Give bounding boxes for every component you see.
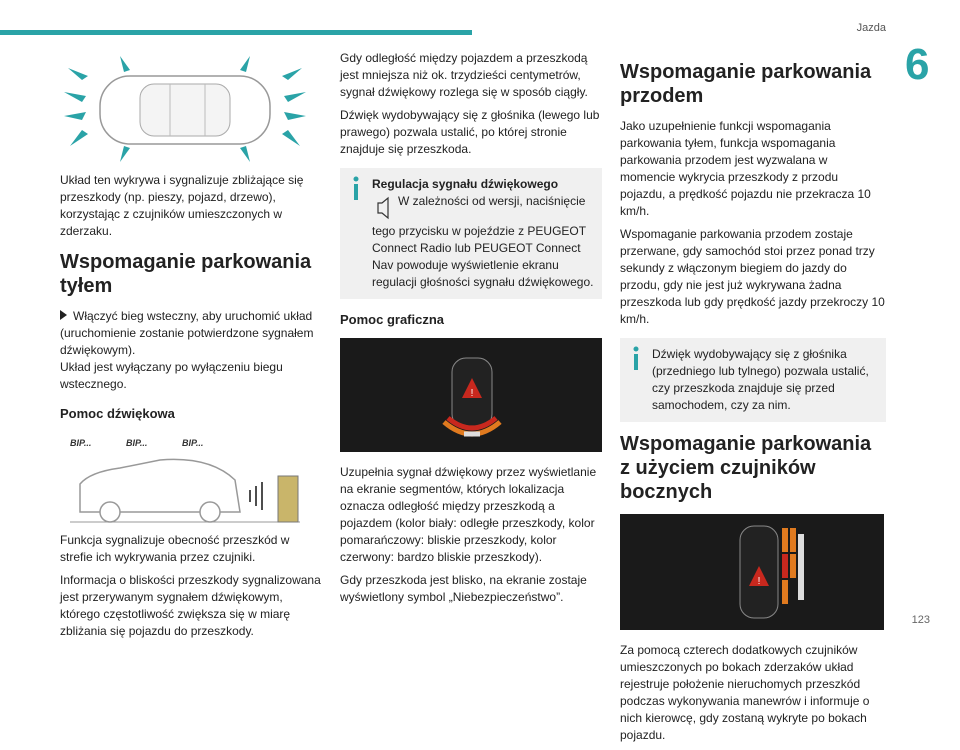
speaker-side-text: Dźwięk wydobywający się z głośnika (lewego lub prawego) pozwala ustalić, po której stronie znajduje się przeszkoda.: [340, 108, 600, 156]
note-body: W zależności od wersji, naciśnięcie tego przycisku w pojeździe z PEUGEOT Connect Radio lub PEUGEOT Connect Nav powoduje wyświetlenie ekranu regulacji głośności sygnału dźwiękowego.: [372, 194, 594, 289]
front-parking-text-2: Wspomaganie parkowania przodem zostaje przerwane, gdy samochód stoi przez ponad trzy sekundy z włączonym biegiem do jazdy do przodu, gdy nie jest już wykrywana żadna przeszkoda lub gdy prędkość jazdy przekroczy 10 km/h.: [620, 227, 885, 326]
heading-rear-parking: Wspomaganie parkowania tyłem: [60, 251, 312, 297]
intro-text: Układ ten wykrywa i sygnalizuje zbliżające się przeszkody (np. pieszy, pojazd, drzewo), korzystając z czujników umieszczonych w zderzaku.: [60, 173, 304, 238]
svg-text:!: !: [470, 388, 474, 399]
chapter-number: 6: [905, 40, 930, 89]
heading-sound-aid: Pomoc dźwiękowa: [60, 406, 175, 421]
heading-graphic-aid: Pomoc graficzna: [340, 312, 445, 327]
header-accent-bar: [0, 30, 472, 35]
heading-side-sensors: Wspomaganie parkowania z użyciem czujników bocznych: [620, 433, 872, 503]
sound-aid-diagram: [60, 432, 310, 524]
side-sensors-screen: [620, 514, 884, 630]
section-name: Jazda: [856, 22, 886, 34]
bip-label: BIP...: [126, 438, 148, 448]
graphic-aid-text-1: Uzupełnia sygnał dźwiękowy przez wyświetlanie na ekranie segmentów, których lokalizacja oznacza odległość między przeszkodą a pojazdem (kolor biały: odległe przeszkody, kolor pomarańczowy: bliskie przeszkody, kolor czerwony: bardzo bliskie przeszkody).: [340, 465, 597, 564]
sound-aid-text-2: Informacja o bliskości przeszkody sygnalizowana jest przerywanym sygnałem dźwiękowym, którego częstotliwość zwiększa się w miarę zbliżania się pojazdu do przeszkody.: [60, 573, 321, 638]
rear-instruction: Włączyć bieg wsteczny, aby uruchomić układ (uruchomienie zostanie potwierdzone sygnałem dźwiękowym). Układ jest wyłączany po wyłączeniu biegu wstecznego.: [60, 309, 314, 391]
note-box-volume: [340, 168, 602, 299]
page-number: 123: [911, 614, 930, 626]
heading-front-parking: Wspomaganie parkowania przodem: [620, 61, 872, 107]
svg-text:!: !: [757, 576, 761, 587]
info-icon: [348, 176, 364, 202]
column-1: [60, 50, 324, 646]
note-box-speaker: [620, 338, 886, 422]
bip-label: BIP...: [182, 438, 204, 448]
continuous-signal-text: Gdy odległość między pojazdem a przeszkodą jest mniejsza niż ok. trzydzieści centymetrów, sygnał dźwiękowy rozlega się w sposób ciągły.: [340, 51, 588, 99]
note-body: Dźwięk wydobywający się z głośnika (przedniego lub tylnego) pozwala ustalić, czy przeszkoda znajduje się przed samochodem, czy za nim.: [652, 347, 869, 412]
front-parking-text-1: Jako uzupełnienie funkcji wspomagania parkowania tyłem, funkcja wspomagania parkowania przodem jest wyzwalana w momencie wykrycia przeszkody z przodu pojazdu, a prędkość pojazdu nie przekracza 10 km/h.: [620, 119, 871, 218]
column-2: [340, 50, 602, 612]
graphic-aid-text-2: Gdy przeszkoda jest blisko, na ekranie zostaje wyświetlony symbol „Niebezpieczeństwo”.: [340, 573, 587, 604]
action-arrow-icon: [60, 310, 67, 320]
note-title: Regulacja sygnału dźwiękowego: [372, 177, 559, 191]
graphic-aid-screen: [340, 338, 602, 452]
bip-label: BIP...: [70, 438, 92, 448]
speaker-icon: [372, 193, 398, 223]
side-sensors-text: Za pomocą czterech dodatkowych czujników umieszczonych po bokach zderzaków układ rejestruje położenie nieruchomych przeszkód podczas wykonywania manewrów i informuje o nich kierowcę, gdy zostaną wykryte po bokach pojazdu.: [620, 643, 870, 742]
column-3: [620, 50, 886, 750]
car-sensor-diagram: [60, 54, 310, 164]
sound-aid-text-1: Funkcja sygnalizuje obecność przeszkód w strefie ich wykrywania przez czujniki.: [60, 533, 290, 564]
info-icon: [628, 346, 644, 372]
